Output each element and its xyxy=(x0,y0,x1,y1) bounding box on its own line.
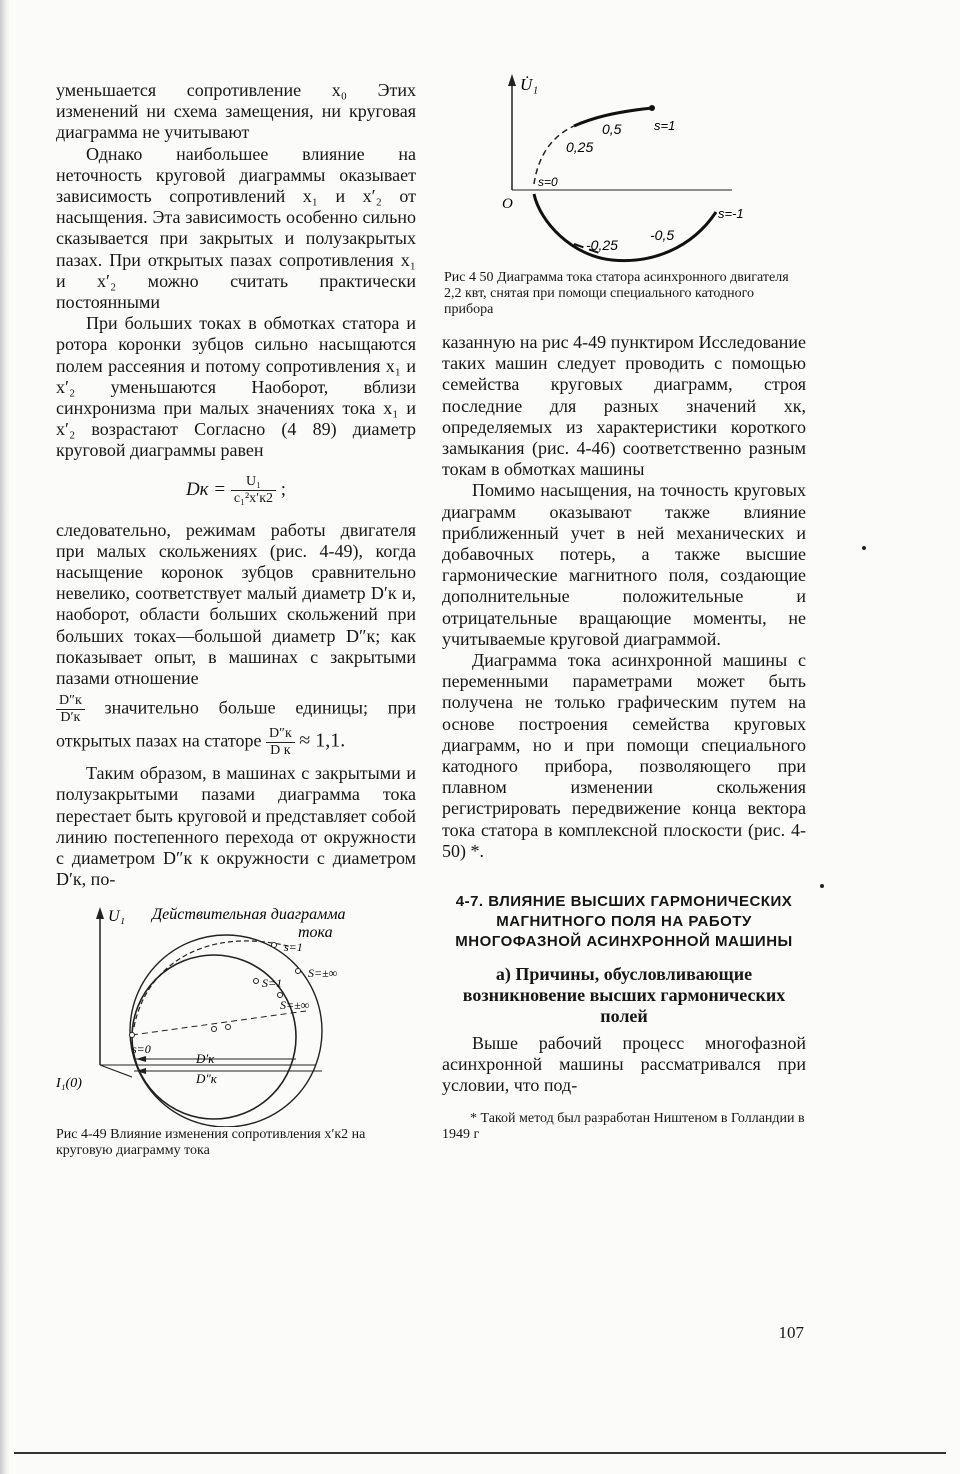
formula-lhs: Dк = xyxy=(185,478,227,500)
speck-2 xyxy=(820,884,824,888)
fig50-label-m025: -0,25 xyxy=(586,237,618,253)
ratio1-denominator: D′к xyxy=(60,710,81,726)
figure-4-49 xyxy=(56,905,416,1159)
ratio2-denominator: D к xyxy=(270,743,291,759)
left-column xyxy=(56,80,416,1159)
right-paragraph-2: Помимо насыщения, на точность круговых диаграмм оказывают также влияние приближенный учет в ней механических и добавочных потерь, а также высшие гармонические магнитного поля, создающие дополнительные положительные и отрицательные вращающие моменты, не учитываемые круговой диаграммой. xyxy=(442,480,806,649)
fig49-label-sinf-b: S=±∞ xyxy=(280,997,310,1012)
speck-1 xyxy=(862,546,866,550)
fig49-label-s1-a: s=1 xyxy=(284,939,303,954)
left-paragraph-4: следовательно, режимам работы двигателя при малых скольжениях (рис. 4-49), когда насыщение коронок зубцов сравнительно невелико, соответствует малый диаметр D′к и, наоборот, области больших скольжений при больших токах—большой диаметр D″к; как показывает опыт, в машинах с закрытыми пазами отношение xyxy=(56,519,416,689)
fig49-label-dk1: D′к xyxy=(196,1050,215,1066)
right-paragraph-1: казанную на рис 4-49 пунктиром Исследование таких машин следует проводить с помощью семейства круговых диаграмм, строя последние для разных значений xк, определяемых из характеристики короткого замыкания (рис. 4-46) соответственно разным токам в обмотках машины xyxy=(442,332,806,480)
fig50-label-s0: s=0 xyxy=(538,175,558,189)
fig49-axis-label: U₁ xyxy=(108,907,126,925)
fig50-origin: O xyxy=(502,196,513,212)
subsection-title: а) Причины, обусловливающие возникновение высших гармонических полей xyxy=(462,964,786,1027)
figure-4-50 xyxy=(442,72,806,318)
section-title: 4-7. ВЛИЯНИЕ ВЫСШИХ ГАРМОНИЧЕСКИХ МАГНИТНОГО ПОЛЯ НА РАБОТУ МНОГОФАЗНОЙ АСИНХРОННОЙ МАШИНЫ xyxy=(455,893,793,951)
formula-tail: ; xyxy=(280,478,287,500)
fig50-label-m05: -0,5 xyxy=(650,227,675,243)
figure-4-50-caption: Рис 4 50 Диаграмма тока статора асинхронного двигателя 2,2 квт, снятая при помощи специального катодного прибора xyxy=(444,270,789,317)
fig49-label-i: I₁(0) xyxy=(56,1075,82,1091)
ratio1-fraction xyxy=(56,693,85,726)
right-column xyxy=(442,72,806,1143)
fig50-axis-label: U̇₁ xyxy=(520,75,539,94)
left-paragraph-4b: значительно больше единицы; при открытых пазах на статоре xyxy=(56,697,417,751)
fig50-label-025: 0,25 xyxy=(566,139,594,155)
page-edge-shadow xyxy=(0,0,10,1474)
figure-4-49-diagram xyxy=(56,905,416,1127)
right-paragraph-3: Диаграмма тока асинхронной машины с переменными параметрами может быть получена не только графическим путем на основе построения семейства круговых диаграмм, но и при помощи специального катодного прибора, позволяющего при плавном изменении скольжения регистрировать передвижение конца вектора тока статора в комплексной плоскости (рис. 4-50) *. xyxy=(442,650,806,861)
fig49-label-s1-b: S=1 xyxy=(262,975,283,990)
ratio2-numerator: D″к xyxy=(266,726,295,743)
fig49-label-sinf-a: S=±∞ xyxy=(308,965,338,980)
left-paragraph-3: При больших токах в обмотках статора и ротора коронки зубцов сильно насыщаются полем рассеяния и потому сопротивления x₁ и x′₂ уменьшаются Наоборот, вблизи синхронизма при малых значениях тока x₁ и x′₂ возрастают Согласно (4 89) диаметр круговой диаграммы равен xyxy=(56,313,416,461)
ratio2-fraction xyxy=(266,726,295,759)
ratio1-numerator: D″к xyxy=(56,693,85,710)
fig50-label-s1: s=1 xyxy=(654,118,676,133)
right-paragraph-4: Выше рабочий процесс многофазной асинхронной машины рассматривался при условии, что под- xyxy=(442,1033,806,1096)
left-paragraph-2: Однако наибольшее влияние на неточность круговой диаграммы оказывает зависимость сопротивлений x₁ и x′₂ от насыщения. Эта зависимость особенно сильно сказывается при закрытых и полузакрытых пазах. При открытых пазах сопротивления x₁ и x′₂ можно считать практически постоянными xyxy=(56,143,416,313)
formula-numerator: U₁ xyxy=(231,474,276,491)
left-paragraph-4-ratio xyxy=(56,693,416,759)
fig49-label-s0: s=0 xyxy=(132,1041,151,1056)
formula-fraction xyxy=(231,474,276,507)
figure-4-50-diagram xyxy=(442,72,806,270)
diameter-formula xyxy=(56,468,416,512)
formula-denominator: c₁²x′к2 xyxy=(233,490,274,506)
footnote: * Такой метод был разработан Ништеном в Голландии в 1949 г xyxy=(442,1110,805,1142)
bottom-scan-line xyxy=(14,1452,946,1454)
ratio2-tail: ≈ 1,1. xyxy=(299,729,346,752)
fig49-label-dk2: D″к xyxy=(196,1070,217,1086)
left-paragraph-1: уменьшается сопротивление x₀ Этих изменений ни схема замещения, ни круговая диаграмма не учитывают xyxy=(56,80,416,143)
left-paragraph-5: Таким образом, в машинах с закрытыми и полузакрытыми пазами диаграмма тока перестает быть круговой и представляет собой линию постепенного перехода от окружности с диаметром D″к к окружности с диаметром D′к, по- xyxy=(56,763,416,890)
page-number: 107 xyxy=(778,1323,804,1342)
fig49-title-line1: Действительная диаграмма xyxy=(152,905,346,923)
fig49-title-line2: тока xyxy=(298,923,333,941)
figure-4-49-caption: Рис 4-49 Влияние изменения сопротивления x′к2 на круговую диаграмму тока xyxy=(56,1126,366,1158)
fig50-label-sm1: s=-1 xyxy=(718,206,744,221)
fig50-label-05: 0,5 xyxy=(602,121,622,137)
